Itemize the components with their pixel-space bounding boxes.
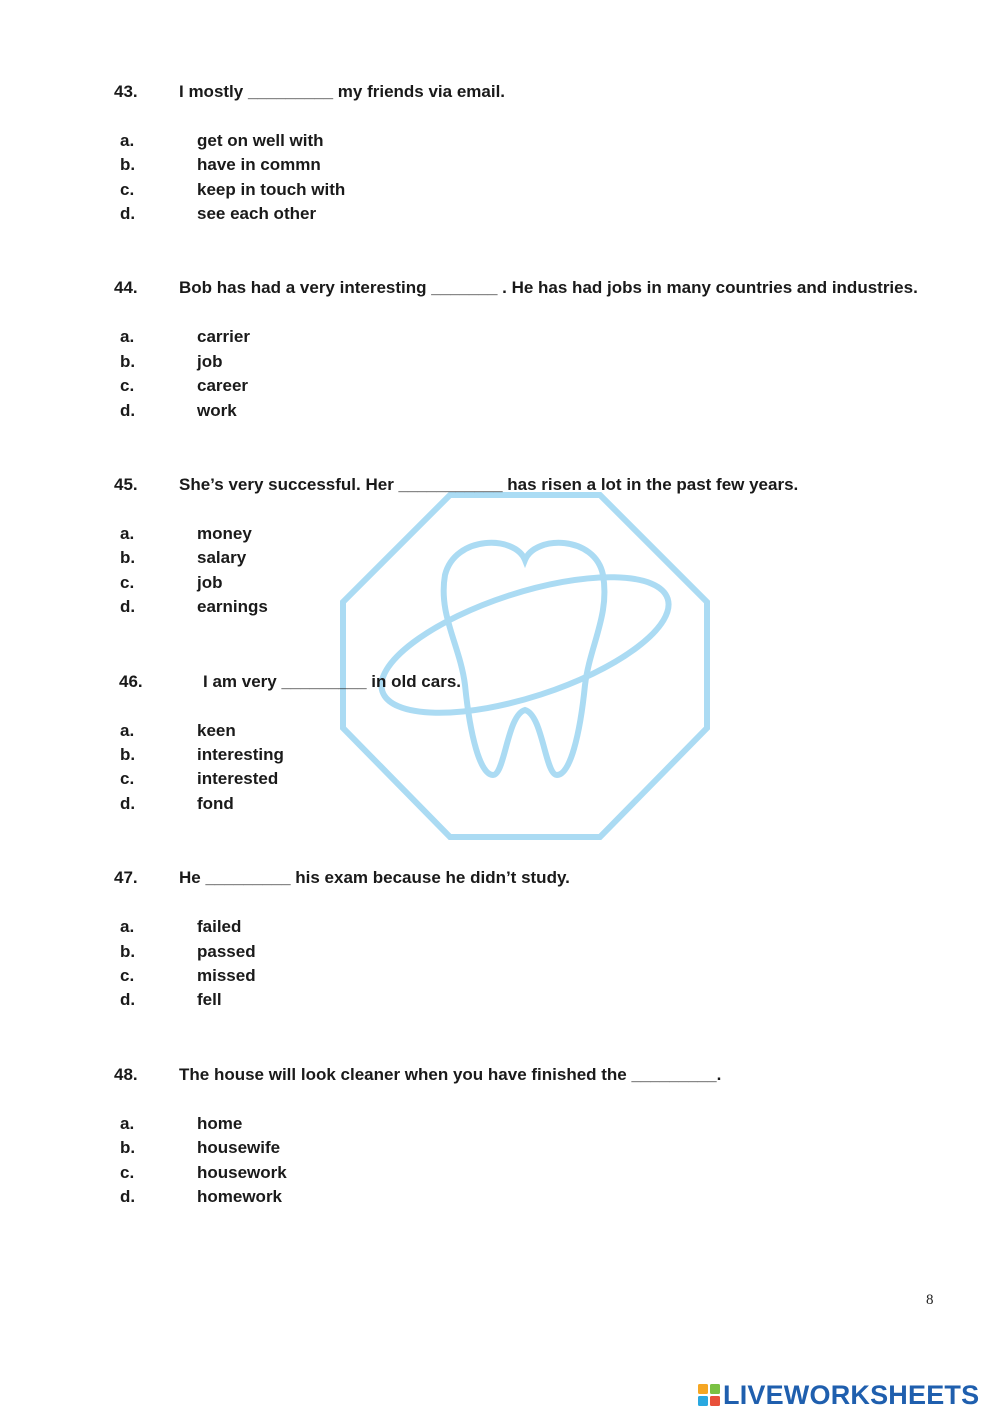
option-letter: d. bbox=[120, 597, 136, 616]
option-b[interactable] bbox=[0, 940, 600, 964]
option-text: have in commn bbox=[197, 155, 321, 174]
option-d[interactable] bbox=[0, 792, 600, 816]
option-letter: b. bbox=[120, 942, 136, 961]
question-text: He _________ his exam because he didn’t study. bbox=[179, 868, 570, 887]
option-text: homework bbox=[197, 1187, 283, 1206]
option-text: missed bbox=[197, 966, 256, 985]
option-letter: d. bbox=[120, 794, 136, 813]
option-c[interactable] bbox=[0, 178, 600, 202]
question-number: 46. bbox=[119, 672, 143, 691]
option-text: fell bbox=[197, 990, 222, 1009]
option-letter: d. bbox=[120, 401, 136, 420]
option-letter: b. bbox=[120, 1138, 136, 1157]
option-text: job bbox=[197, 573, 223, 592]
option-text: interesting bbox=[197, 745, 284, 764]
liveworksheets-logo-icon bbox=[697, 1383, 721, 1407]
option-letter: b. bbox=[120, 352, 136, 371]
option-d[interactable] bbox=[0, 988, 600, 1012]
option-letter: d. bbox=[120, 204, 136, 223]
option-c[interactable] bbox=[0, 1161, 600, 1185]
option-text: get on well with bbox=[197, 131, 324, 150]
option-text: housewife bbox=[197, 1138, 281, 1157]
option-text: housework bbox=[197, 1163, 287, 1182]
option-text: home bbox=[197, 1114, 243, 1133]
option-text: career bbox=[197, 376, 249, 395]
option-text: keen bbox=[197, 721, 236, 740]
option-text: fond bbox=[197, 794, 234, 813]
option-d[interactable] bbox=[0, 595, 600, 619]
option-text: salary bbox=[197, 548, 247, 567]
option-text: passed bbox=[197, 942, 256, 961]
question-number: 47. bbox=[114, 868, 138, 887]
option-a[interactable] bbox=[0, 129, 600, 153]
question-text: She’s very successful. Her ___________ has risen a lot in the past few years. bbox=[179, 475, 799, 494]
option-letter: a. bbox=[120, 721, 135, 740]
option-c[interactable] bbox=[0, 767, 600, 791]
question-text: Bob has had a very interesting _______ . He has had jobs in many countries and industries. bbox=[179, 278, 918, 297]
option-letter: c. bbox=[120, 966, 135, 985]
option-text: earnings bbox=[197, 597, 268, 616]
option-a[interactable] bbox=[0, 325, 600, 349]
option-a[interactable] bbox=[0, 719, 600, 743]
option-letter: a. bbox=[120, 327, 135, 346]
option-text: interested bbox=[197, 769, 279, 788]
option-letter: c. bbox=[120, 180, 135, 199]
question-text: I mostly _________ my friends via email. bbox=[179, 82, 506, 101]
option-text: failed bbox=[197, 917, 242, 936]
option-letter: c. bbox=[120, 769, 135, 788]
option-letter: a. bbox=[120, 131, 135, 150]
option-b[interactable] bbox=[0, 153, 600, 177]
question-number: 44. bbox=[114, 278, 138, 297]
option-text: job bbox=[197, 352, 223, 371]
option-text: money bbox=[197, 524, 252, 543]
option-b[interactable] bbox=[0, 1136, 600, 1160]
liveworksheets-brand[interactable] bbox=[697, 1378, 979, 1412]
option-c[interactable] bbox=[0, 374, 600, 398]
option-d[interactable] bbox=[0, 399, 600, 423]
option-c[interactable] bbox=[0, 964, 600, 988]
option-text: keep in touch with bbox=[197, 180, 346, 199]
question-number: 48. bbox=[114, 1065, 138, 1084]
option-letter: b. bbox=[120, 155, 136, 174]
question-number: 45. bbox=[114, 475, 138, 494]
option-a[interactable] bbox=[0, 522, 600, 546]
page-number: 8 bbox=[926, 1292, 934, 1308]
option-a[interactable] bbox=[0, 1112, 600, 1136]
option-letter: b. bbox=[120, 548, 136, 567]
option-b[interactable] bbox=[0, 743, 600, 767]
question-text: I am very _________ in old cars. bbox=[203, 672, 462, 691]
option-d[interactable] bbox=[0, 202, 600, 226]
option-letter: a. bbox=[120, 1114, 135, 1133]
option-text: see each other bbox=[197, 204, 317, 223]
option-letter: d. bbox=[120, 1187, 136, 1206]
option-b[interactable] bbox=[0, 350, 600, 374]
option-letter: a. bbox=[120, 524, 135, 543]
option-text: carrier bbox=[197, 327, 250, 346]
brand-name: LIVEWORKSHEETS bbox=[723, 1379, 980, 1410]
option-text: work bbox=[197, 401, 237, 420]
option-letter: c. bbox=[120, 1163, 135, 1182]
option-letter: d. bbox=[120, 990, 136, 1009]
option-c[interactable] bbox=[0, 571, 600, 595]
question-text: The house will look cleaner when you have finished the _________. bbox=[179, 1065, 722, 1084]
option-b[interactable] bbox=[0, 546, 600, 570]
option-a[interactable] bbox=[0, 915, 600, 939]
question-number: 43. bbox=[114, 82, 138, 101]
option-letter: b. bbox=[120, 745, 136, 764]
option-d[interactable] bbox=[0, 1185, 600, 1209]
option-letter: a. bbox=[120, 917, 135, 936]
option-letter: c. bbox=[120, 376, 135, 395]
option-letter: c. bbox=[120, 573, 135, 592]
